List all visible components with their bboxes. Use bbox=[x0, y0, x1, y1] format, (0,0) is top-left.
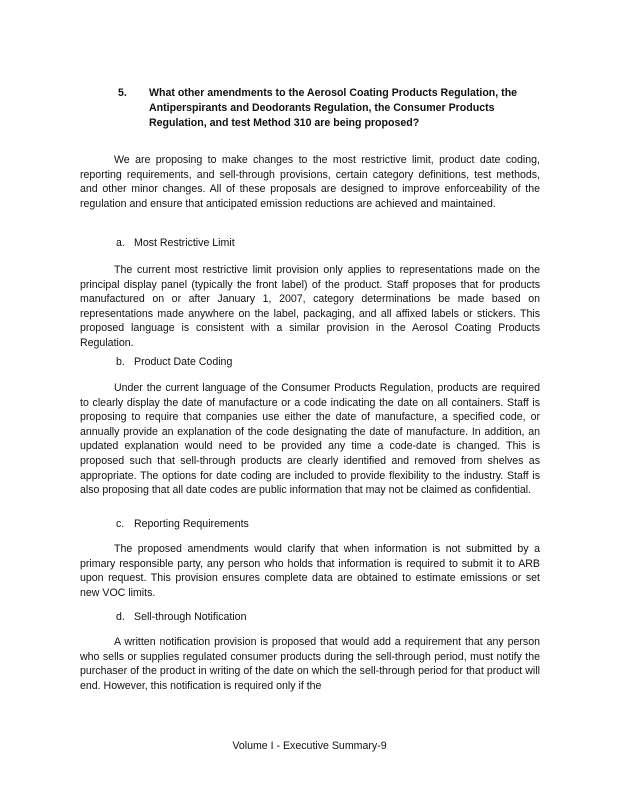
section-a-heading bbox=[116, 236, 235, 250]
section-c-title: Reporting Requirements bbox=[134, 518, 249, 530]
section-a-title: Most Restrictive Limit bbox=[134, 237, 235, 249]
section-c-letter: c. bbox=[116, 518, 125, 530]
question-heading bbox=[118, 86, 518, 131]
section-b-title: Product Date Coding bbox=[134, 356, 233, 368]
section-b-heading bbox=[116, 355, 232, 369]
question-number: 5. bbox=[118, 87, 127, 99]
section-a-letter: a. bbox=[116, 237, 125, 249]
section-d-heading bbox=[116, 610, 246, 624]
section-a-paragraph: The current most restrictive limit provision only applies to representations made on the principal display panel (typically the front label) of the product. Staff proposes that for products manufactured on or after January 1, 2007, category determinations be made based on representations made anywhere on the label, packaging, and all affixed labels or stickers. This proposed language is consistent with a similar provision in the Aerosol Coating Products Regulation. bbox=[80, 264, 540, 349]
page-footer: Volume I - Executive Summary-9 bbox=[232, 740, 387, 752]
section-b-paragraph: Under the current language of the Consumer Products Regulation, products are required to clearly display the date of manufacture or a code indicating the date on all containers. Staff is proposing to require that companies use either the date of manufacture, a specified code, or annually provide an explanation of the code designating the date of manufacture. In addition, an updated explanation would need to be provided any time a code-date is changed. This is proposed such that sell-through products are clearly identified and removed from shelves as appropriate. The options for date coding are included to provide flexibility to the industry. Staff is also proposing that all date codes are public information that may not be claimed as confidential. bbox=[80, 382, 540, 497]
section-d-letter: d. bbox=[116, 611, 125, 623]
section-c-heading bbox=[116, 517, 249, 531]
section-d-title: Sell-through Notification bbox=[134, 611, 247, 623]
section-b-letter: b. bbox=[116, 356, 125, 368]
intro-paragraph: We are proposing to make changes to the most restrictive limit, product date coding, reporting requirements, and sell-through provisions, certain category definitions, test methods, and other minor changes. All of these proposals are designed to improve enforceability of the regulation and ensure that anticipated emission reductions are achieved and maintained. bbox=[80, 154, 540, 210]
question-text: What other amendments to the Aerosol Coating Products Regulation, the Antiperspirants and Deodorants Regulation, the Consumer Products Regulation, and test Method 310 are being proposed? bbox=[149, 87, 518, 129]
section-d-paragraph: A written notification provision is proposed that would add a requirement that any person who sells or supplies regulated consumer products during the sell-through period, must notify the purchaser of the product in writing of the date on which the sell-through period for that product will end. However, this notification is required only if the bbox=[80, 636, 540, 692]
section-c-paragraph: The proposed amendments would clarify that when information is not submitted by a primary responsible party, any person who holds that information is required to submit it to ARB upon request. This provision ensures complete data are obtained to estimate emissions or set new VOC limits. bbox=[80, 543, 540, 599]
